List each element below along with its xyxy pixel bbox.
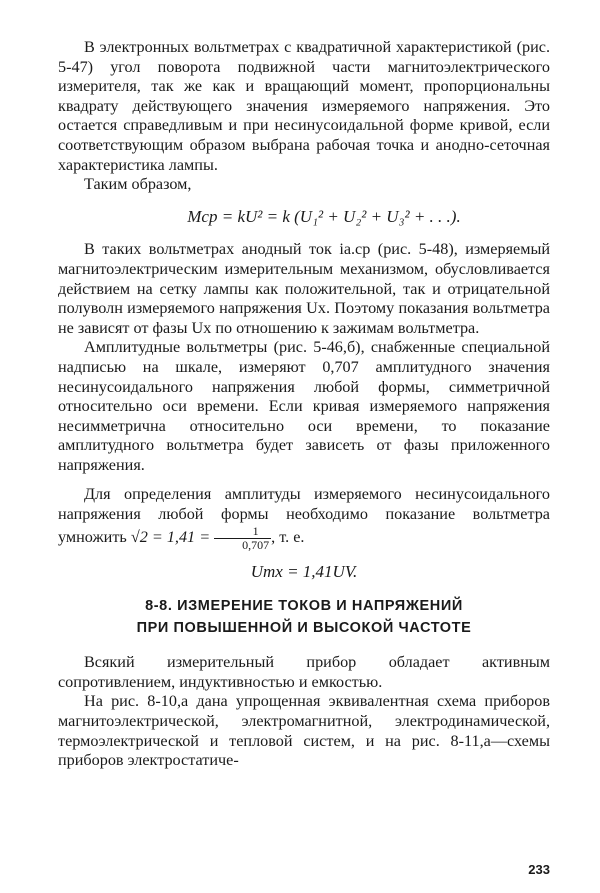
paragraph: В таких вольтметрах анодный ток iа.ср (рис. 5-48), измеряемый магнитоэлектрическим измерительным механизмом, обусловливается действием на сетку лампы как положительной, так и отрицательной полуволн измеряемого напряжения Ux. Поэтому показания вольтметра не зависят от фазы Ux по отношению к зажимам вольтметра. <box>58 240 550 337</box>
paragraph <box>58 485 550 551</box>
fraction-numerator: 1 <box>214 525 271 539</box>
formula-amplitude: Umx = 1,41UV. <box>250 561 358 581</box>
paragraph: Всякий измерительный прибор обладает активным сопротивлением, индуктивностью и емкостью. <box>58 653 550 691</box>
paragraph-text: , т. е. <box>271 527 305 546</box>
inline-formula: √2 = 1,41 = <box>130 527 211 546</box>
section-heading-line1: 8-8. ИЗМЕРЕНИЕ ТОКОВ И НАПРЯЖЕНИЙ <box>145 598 463 615</box>
section-heading-line2: ПРИ ПОВЫШЕННОЙ И ВЫСОКОЙ ЧАСТОТЕ <box>136 620 472 637</box>
page-number: 233 <box>528 862 550 877</box>
paragraph: Таким образом, <box>84 175 192 194</box>
paragraph-text: Для определения амплитуды измеряемого несинусоидального напряжения любой формы необходимо показание вольтметра умножить <box>58 485 550 546</box>
paragraph: Амплитудные вольтметры (рис. 5-46,б), снабженные специальной надписью на шкале, измеряют 0,707 амплитудного значения несинусоидального напряжения любой формы, симметричной относительно оси времени. Если кривая измеряемого напряжения несимметрична относительно оси времени, то показание амплитудного вольтметра будет зависеть от фазы приложенного напряжения. <box>58 338 550 474</box>
fraction <box>214 525 271 552</box>
page-content <box>58 38 550 771</box>
formula-mean-torque: Mср = kU² = k (U₁² + U₂² + U₃² + . . .). <box>187 206 461 226</box>
section-heading <box>58 595 550 639</box>
paragraph: На рис. 8-10,а дана упрощенная эквивалентная схема приборов магнитоэлектрической, электромагнитной, электродинамической, термоэлектрической и тепловой систем, и на рис. 8-11,а—схемы приборов электростатиче- <box>58 692 550 770</box>
fraction-denominator: 0,707 <box>242 537 270 552</box>
paragraph: В электронных вольтметрах с квадратичной характеристикой (рис. 5-47) угол поворота подвижной части магнитоэлектрического измерителя, так же как и вращающий момент, пропорциональны квадрату действующего значения измеряемого напряжения. Это остается справедливым и при несинусоидальной форме кривой, если соответствующим образом выбрана рабочая точка и анодно-сеточная характеристика лампы. <box>58 38 550 174</box>
